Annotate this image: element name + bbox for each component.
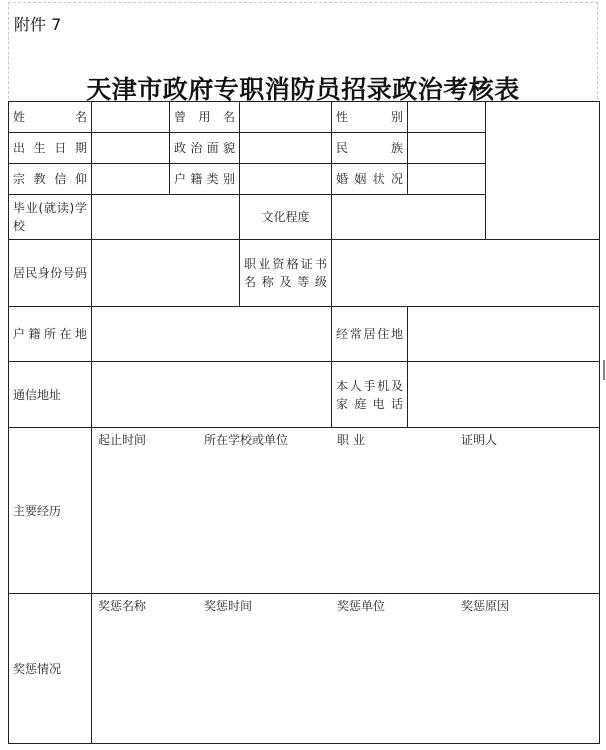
- political-review-form: [8, 101, 600, 744]
- field-qualification[interactable]: [332, 240, 600, 307]
- field-birth-date[interactable]: [92, 133, 170, 164]
- field-household-location[interactable]: [92, 307, 332, 362]
- label-education: 文化程度: [240, 195, 332, 240]
- label-qualification: 职业资格证书名称及等级: [240, 240, 332, 307]
- label-household-location: 户籍所在地: [9, 307, 92, 362]
- label-religion: 宗教信仰: [9, 164, 92, 195]
- field-residence[interactable]: [408, 307, 600, 362]
- field-phone[interactable]: [408, 362, 600, 428]
- reward-header-row: [96, 594, 595, 615]
- field-marital-status[interactable]: [408, 164, 486, 195]
- field-household-type[interactable]: [240, 164, 332, 195]
- label-residence: 经常居住地: [332, 307, 408, 362]
- field-rewards[interactable]: [92, 594, 600, 744]
- form-title: 天津市政府专职消防员招录政治考核表: [86, 75, 520, 104]
- field-religion[interactable]: [92, 164, 170, 195]
- label-ethnicity: 民 族: [332, 133, 408, 164]
- experience-header-reference: 证明人: [461, 433, 498, 447]
- label-name: 姓 名: [9, 102, 92, 133]
- photo-box[interactable]: [486, 102, 600, 240]
- reward-header-time: 奖惩时间: [204, 599, 253, 613]
- reward-header-unit: 奖惩单位: [337, 599, 386, 613]
- label-school: 毕业(就读)学校: [9, 195, 92, 240]
- label-household-type: 户籍类别: [170, 164, 240, 195]
- label-political-status: 政治面貌: [170, 133, 240, 164]
- experience-header-period: 起止时间: [98, 433, 147, 447]
- field-former-name[interactable]: [240, 102, 332, 133]
- field-ethnicity[interactable]: [408, 133, 486, 164]
- field-school[interactable]: [92, 195, 240, 240]
- experience-header-occupation: 职 业: [337, 433, 365, 447]
- label-former-name: 曾 用 名: [170, 102, 240, 133]
- label-experience: 主要经历: [9, 428, 92, 594]
- experience-header-row: [96, 428, 595, 449]
- label-rewards: 奖惩情况: [9, 594, 92, 744]
- label-phone: 本人手机及家庭电话: [332, 362, 408, 428]
- label-marital-status: 婚姻状况: [332, 164, 408, 195]
- scrollbar-mark[interactable]: [603, 360, 605, 380]
- field-name[interactable]: [92, 102, 170, 133]
- field-education[interactable]: [332, 195, 486, 240]
- field-political-status[interactable]: [240, 133, 332, 164]
- field-experience[interactable]: [92, 428, 600, 594]
- experience-header-unit: 所在学校或单位: [204, 433, 289, 447]
- label-mailing-address: 通信地址: [9, 362, 92, 428]
- field-id-number[interactable]: [92, 240, 240, 307]
- reward-header-name: 奖惩名称: [98, 599, 147, 613]
- reward-header-reason: 奖惩原因: [461, 599, 510, 613]
- label-id-number: 居民身份号码: [9, 240, 92, 307]
- label-gender: 性 别: [332, 102, 408, 133]
- label-birth-date: 出生日期: [9, 133, 92, 164]
- field-gender[interactable]: [408, 102, 486, 133]
- attachment-label: 附件 7: [14, 15, 62, 34]
- field-mailing-address[interactable]: [92, 362, 332, 428]
